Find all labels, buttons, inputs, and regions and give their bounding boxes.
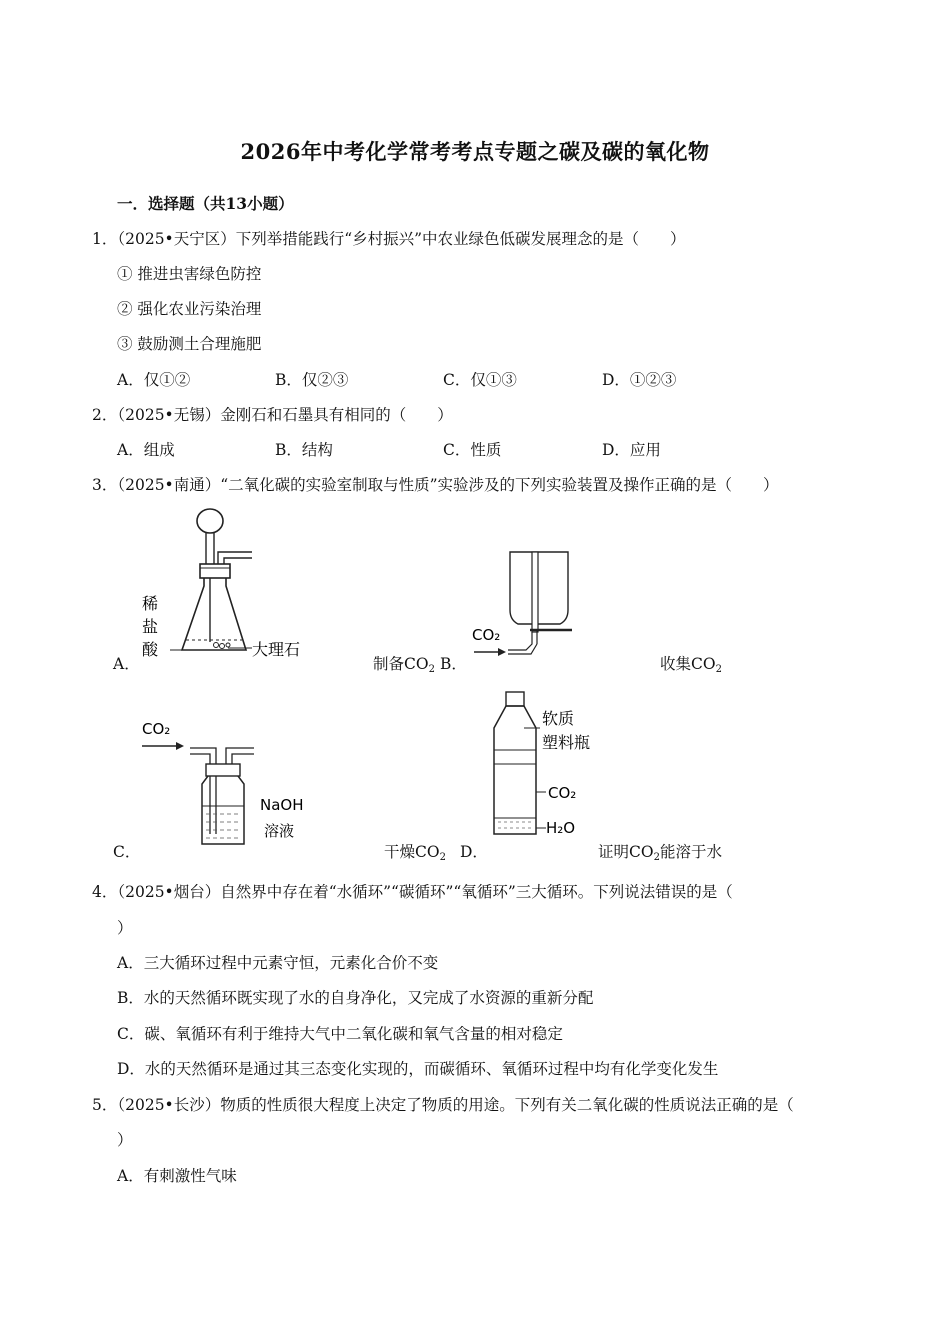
q3-option-a-caption: 制备$CO_2$ xyxy=(373,655,435,675)
section-heading: 一．选择题（共13小题） xyxy=(117,194,294,213)
q3-option-c-caption: 干燥$CO_2$ xyxy=(384,843,446,863)
q1-option-d: D．①②③ xyxy=(602,371,677,389)
fig-c-label-solution: 溶液 xyxy=(264,822,295,840)
q1-stem: 1．（2025•天宁区）下列举措能践行“乡村振兴”中农业绿色低碳发展理念的是（ ） xyxy=(92,230,686,248)
fig-d-label-plastic-bottle: 塑料瓶 xyxy=(542,733,591,752)
q4-option-b: B．水的天然循环既实现了水的自身净化，又完成了水资源的重新分配 xyxy=(117,989,594,1007)
q4-option-a: A．三大循环过程中元素守恒，元素化合价不变 xyxy=(117,954,439,972)
q3-option-b-caption: 收集$CO_2$ xyxy=(660,655,722,675)
q1-item-2: ② 强化农业污染治理 xyxy=(117,300,262,318)
q2-option-a: A．组成 xyxy=(117,441,175,459)
fig-a-label-acid-3: 酸 xyxy=(142,640,159,659)
fig-b-label-gas: CO₂ xyxy=(472,626,501,644)
fig-c-label-gas: CO₂ xyxy=(142,720,171,738)
fig-c-label-naoh: NaOH xyxy=(260,796,304,814)
q4-option-c: C．碳、氧循环有利于维持大气中二氧化碳和氧气含量的相对稳定 xyxy=(117,1025,563,1043)
q4-stem: 4．（2025•烟台）自然界中存在着“水循环”“碳循环”“氧循环”三大循环。下列说法错误的是（ xyxy=(92,883,733,901)
fig-a-label-marble: 大理石 xyxy=(252,640,301,659)
q3-option-a-label: A． xyxy=(113,655,140,673)
q3-stem: 3．（2025•南通）“二氧化碳的实验室制取与性质”实验涉及的下列实验装置及操作正确的是（ ） xyxy=(92,476,779,494)
q5-stem-continued: ） xyxy=(117,1131,133,1149)
q2-stem: 2．（2025•无锡）金刚石和石墨具有相同的（ ） xyxy=(92,406,453,424)
fig-d-label-gas: CO₂ xyxy=(548,784,577,802)
q1-option-b: B．仅②③ xyxy=(275,371,349,389)
q3-option-d-label: D． xyxy=(460,843,488,861)
fig-d-label-water: H₂O xyxy=(546,819,576,837)
figure-c-gas-drying xyxy=(136,714,316,850)
q2-option-d: D．应用 xyxy=(602,441,661,459)
q5-option-a: A．有刺激性气味 xyxy=(117,1167,237,1185)
fig-d-label-soft: 软质 xyxy=(542,709,575,728)
fig-a-label-acid-2: 盐 xyxy=(142,617,159,636)
q4-stem-continued: ） xyxy=(117,919,133,937)
q5-stem: 5．（2025•长沙）物质的性质很大程度上决定了物质的用途。下列有关二氧化碳的性质说法正确的是（ xyxy=(92,1096,794,1114)
q1-option-a: A．仅①② xyxy=(117,371,191,389)
q2-option-b: B．结构 xyxy=(275,441,333,459)
page-title: 2026年中考化学常考考点专题之碳及碳的氧化物 xyxy=(240,139,710,164)
fig-a-label-acid-1: 稀 xyxy=(142,594,159,613)
q3-option-b-label: B． xyxy=(440,655,467,673)
q3-option-d-caption: 证明$CO_2$能溶于水 xyxy=(598,843,722,863)
q1-option-c: C．仅①③ xyxy=(443,371,517,389)
figure-a-co2-generator xyxy=(136,502,311,662)
q3-option-c-label: C． xyxy=(113,843,141,861)
q4-option-d: D．水的天然循环是通过其三态变化实现的，而碳循环、氧循环过程中均有化学变化发生 xyxy=(117,1060,719,1078)
q1-item-3: ③ 鼓励测土合理施肥 xyxy=(117,335,262,353)
q1-item-1: ① 推进虫害绿色防控 xyxy=(117,265,262,283)
figure-b-gas-collection xyxy=(468,548,583,658)
figure-d-plastic-bottle xyxy=(484,688,604,846)
q2-option-c: C．性质 xyxy=(443,441,502,459)
